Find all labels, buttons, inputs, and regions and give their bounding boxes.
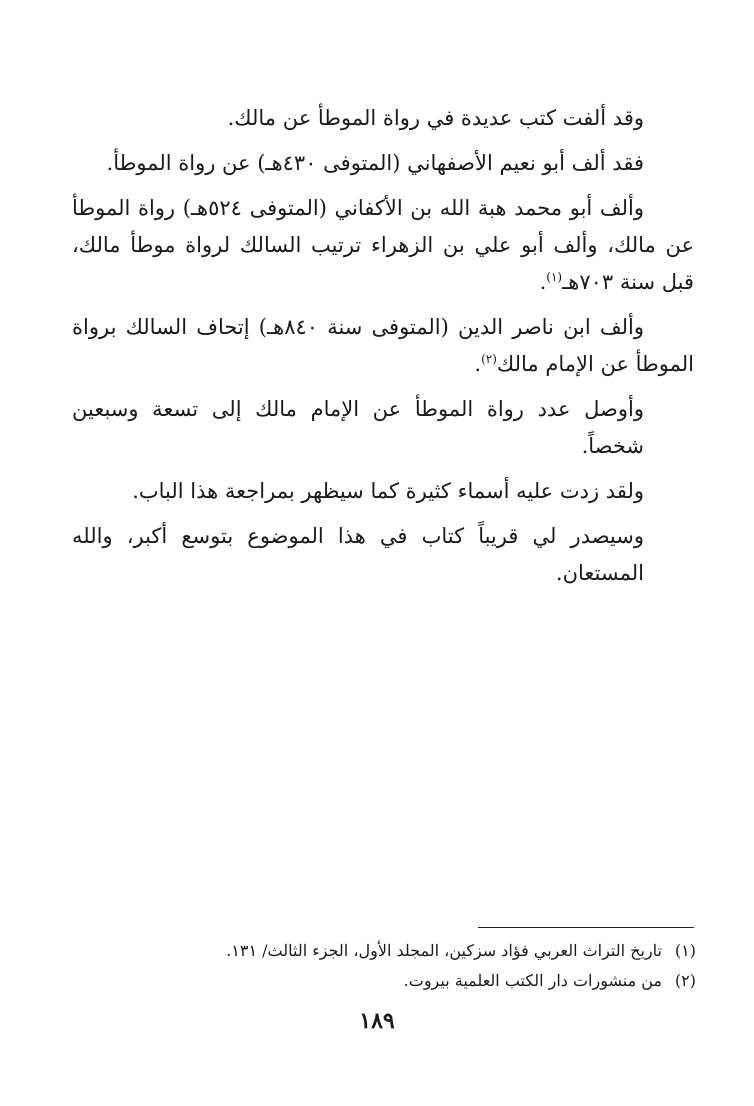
paragraph-6 xyxy=(72,473,694,510)
paragraph-4 xyxy=(72,309,694,383)
footnote-1 xyxy=(56,936,696,966)
paragraph-1 xyxy=(72,100,694,137)
paragraph-7 xyxy=(72,518,694,592)
paragraph-2 xyxy=(72,145,694,182)
paragraph-text: وسيصدر لي قريباً كتاب في هذا الموضوع بتوسع أكبر، والله المستعان. xyxy=(72,524,644,585)
paragraph-text: وألف ابن ناصر الدين (المتوفى سنة ٨٤٠هـ) إتحاف السالك برواة الموطأ عن الإمام مالك xyxy=(72,315,694,376)
paragraph-end-punct: . xyxy=(539,270,547,294)
paragraph-3 xyxy=(72,190,694,301)
paragraph-text: وقد ألفت كتب عديدة في رواة الموطأ عن مالك. xyxy=(227,106,644,130)
footnote-number: (٢) xyxy=(674,971,696,990)
main-text xyxy=(72,100,694,600)
footnote-text: من منشورات دار الكتب العلمية بيروت. xyxy=(403,971,662,990)
footnote-text: تاريخ التراث العربي فؤاد سزكين، المجلد الأول، الجزء الثالث/ ١٣١. xyxy=(226,941,662,960)
footnote-2 xyxy=(56,966,696,996)
paragraph-text: وأوصل عدد رواة الموطأ عن الإمام مالك إلى تسعة وسبعين شخصاً. xyxy=(72,397,644,458)
paragraph-text: وألف أبو محمد هبة الله بن الأكفاني (المتوفى ٥٢٤هـ) رواة الموطأ عن مالك، وألف أبو علي بن الزهراء ترتيب السالك لرواة موطأ مالك، قبل سنة ٧٠٣هـ xyxy=(72,196,694,294)
paragraph-end-punct: . xyxy=(474,352,482,376)
paragraph-text: فقد ألف أبو نعيم الأصفهاني (المتوفى ٤٣٠هـ) عن رواة الموطأ. xyxy=(106,151,644,175)
paragraph-5 xyxy=(72,391,694,465)
footnotes xyxy=(56,936,696,996)
footnote-ref-2[interactable]: (٢) xyxy=(481,352,497,366)
paragraph-text: ولقد زدت عليه أسماء كثيرة كما سيظهر بمراجعة هذا الباب. xyxy=(132,479,644,503)
footnote-number: (١) xyxy=(674,941,696,960)
page-number: ١٨٩ xyxy=(359,1008,395,1034)
footnote-separator xyxy=(478,927,694,928)
footnote-ref-1[interactable]: (١) xyxy=(546,270,563,284)
